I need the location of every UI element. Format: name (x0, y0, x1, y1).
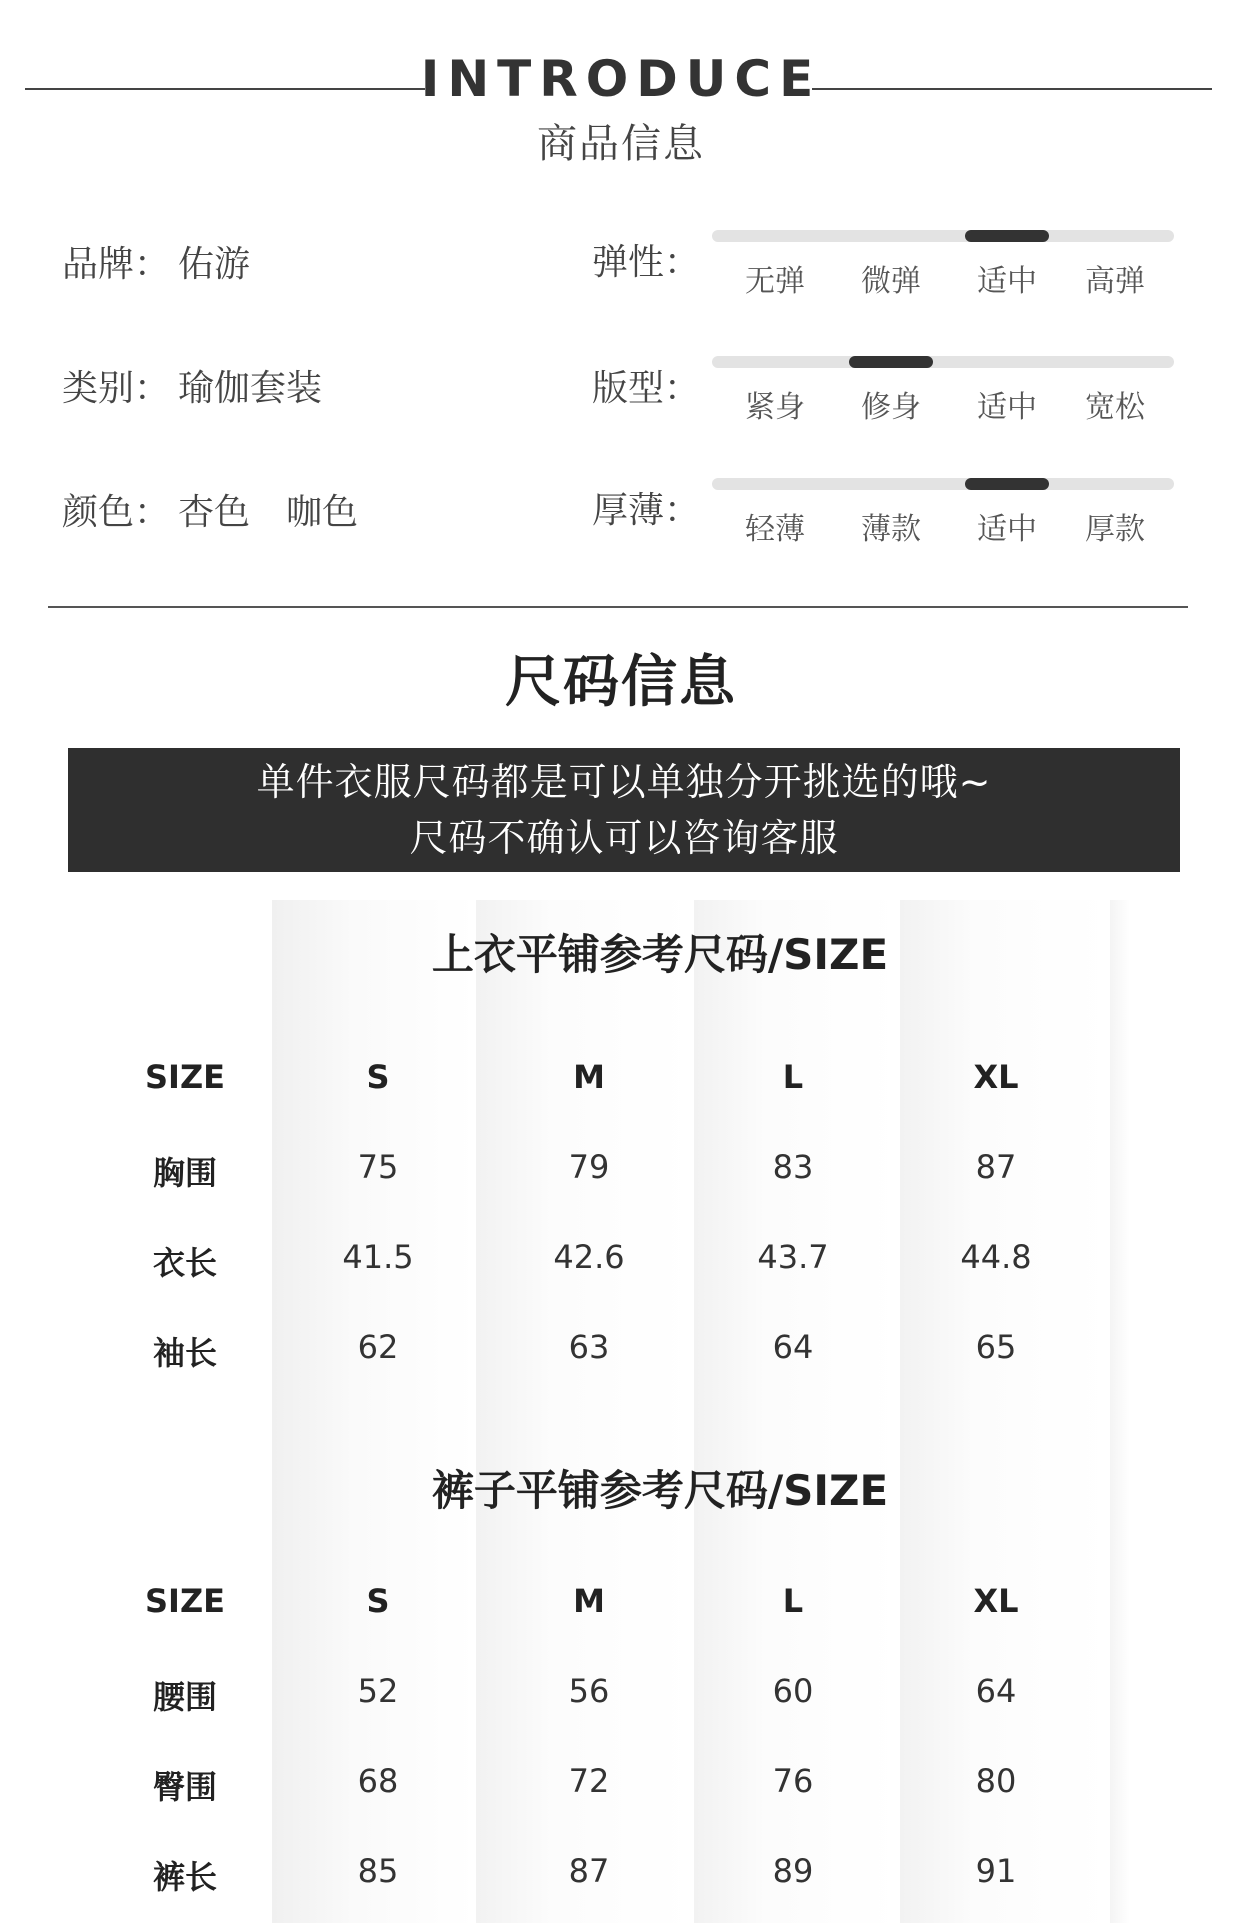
scale-option: 适中 (977, 512, 1037, 547)
table-cell: 75 (357, 1148, 399, 1186)
table-cell: 62 (357, 1328, 399, 1366)
table-cell: 87 (975, 1148, 1017, 1186)
scale-option: 厚款 (1085, 512, 1145, 547)
table-header-cell: L (782, 1058, 804, 1096)
notice-line-2: 尺码不确认可以咨询客服 (409, 816, 839, 860)
size-notice-banner (68, 748, 1180, 872)
scale-option: 无弹 (745, 264, 805, 299)
table-cell: 87 (568, 1852, 610, 1890)
attr-value: 杏色 (178, 492, 251, 533)
scale-option: 薄款 (861, 512, 921, 547)
attr-label: 品牌： (62, 244, 171, 285)
scale-track (712, 230, 1174, 242)
table-cell: 85 (357, 1852, 399, 1890)
notice-line-1: 单件衣服尺码都是可以单独分开挑选的哦~ (256, 760, 992, 804)
scale-option: 适中 (977, 390, 1037, 425)
table-row-label: 胸围 (152, 1154, 217, 1192)
attr-value: 佑游 (178, 244, 251, 285)
scale-indicator (965, 230, 1049, 242)
table-header-cell: XL (973, 1582, 1019, 1620)
table-cell: 72 (568, 1762, 610, 1800)
table-header-cell: M (573, 1058, 605, 1096)
table-cell: 41.5 (342, 1238, 414, 1276)
column-shade (1110, 900, 1130, 1923)
scale-track (712, 356, 1174, 368)
table-cell: 56 (568, 1672, 610, 1710)
table-header-cell: SIZE (144, 1058, 225, 1096)
table-cell: 42.6 (553, 1238, 625, 1276)
attr-category (62, 360, 322, 411)
table-row-label: 臀围 (152, 1768, 217, 1806)
table-cell: 80 (975, 1762, 1017, 1800)
scale-option: 宽松 (1085, 390, 1145, 425)
scale-label: 版型： (592, 368, 701, 409)
table-cell: 83 (772, 1148, 814, 1186)
attr-value: 瑜伽套装 (178, 368, 323, 409)
top-size-table-title: 上衣平铺参考尺码/SIZE (431, 930, 889, 979)
scale-option: 紧身 (745, 390, 805, 425)
attr-value-2: 咖色 (286, 492, 359, 533)
table-cell: 43.7 (757, 1238, 829, 1276)
scale-indicator (965, 478, 1049, 490)
table-cell: 63 (568, 1328, 610, 1366)
scale-option: 适中 (977, 264, 1037, 299)
scale-indicator (849, 356, 933, 368)
scale-option: 轻薄 (745, 512, 805, 547)
scale-option: 修身 (861, 390, 921, 425)
table-cell: 91 (975, 1852, 1017, 1890)
scale-label: 弹性： (592, 242, 701, 283)
table-header-cell: XL (973, 1058, 1019, 1096)
table-row-label: 裤长 (152, 1858, 217, 1896)
table-row-label: 腰围 (152, 1678, 217, 1716)
intro-subtitle: 商品信息 (537, 121, 705, 167)
pants-size-table-title: 裤子平铺参考尺码/SIZE (431, 1466, 889, 1515)
table-cell: 64 (975, 1672, 1017, 1710)
table-cell: 64 (772, 1328, 814, 1366)
table-header-cell: S (366, 1582, 390, 1620)
table-row-label: 袖长 (152, 1334, 217, 1372)
scale-option: 高弹 (1085, 264, 1145, 299)
section-divider (48, 606, 1188, 608)
table-row-label: 衣长 (152, 1244, 217, 1282)
table-cell: 68 (357, 1762, 399, 1800)
scale-option: 微弹 (861, 264, 921, 299)
table-cell: 89 (772, 1852, 814, 1890)
table-cell: 60 (772, 1672, 814, 1710)
table-cell: 52 (357, 1672, 399, 1710)
table-header-cell: SIZE (144, 1582, 225, 1620)
table-cell: 65 (975, 1328, 1017, 1366)
attr-brand (62, 236, 250, 287)
scale-label: 厚薄： (592, 490, 701, 531)
attr-color (62, 484, 358, 535)
table-cell: 44.8 (960, 1238, 1032, 1276)
intro-title: INTRODUCE (420, 50, 822, 108)
table-cell: 79 (568, 1148, 610, 1186)
table-header-cell: S (366, 1058, 390, 1096)
attr-label: 颜色： (62, 492, 171, 533)
table-header-cell: M (573, 1582, 605, 1620)
attr-label: 类别： (62, 368, 171, 409)
table-cell: 76 (772, 1762, 814, 1800)
scale-track (712, 478, 1174, 490)
table-header-cell: L (782, 1582, 804, 1620)
size-info-heading: 尺码信息 (505, 650, 737, 715)
